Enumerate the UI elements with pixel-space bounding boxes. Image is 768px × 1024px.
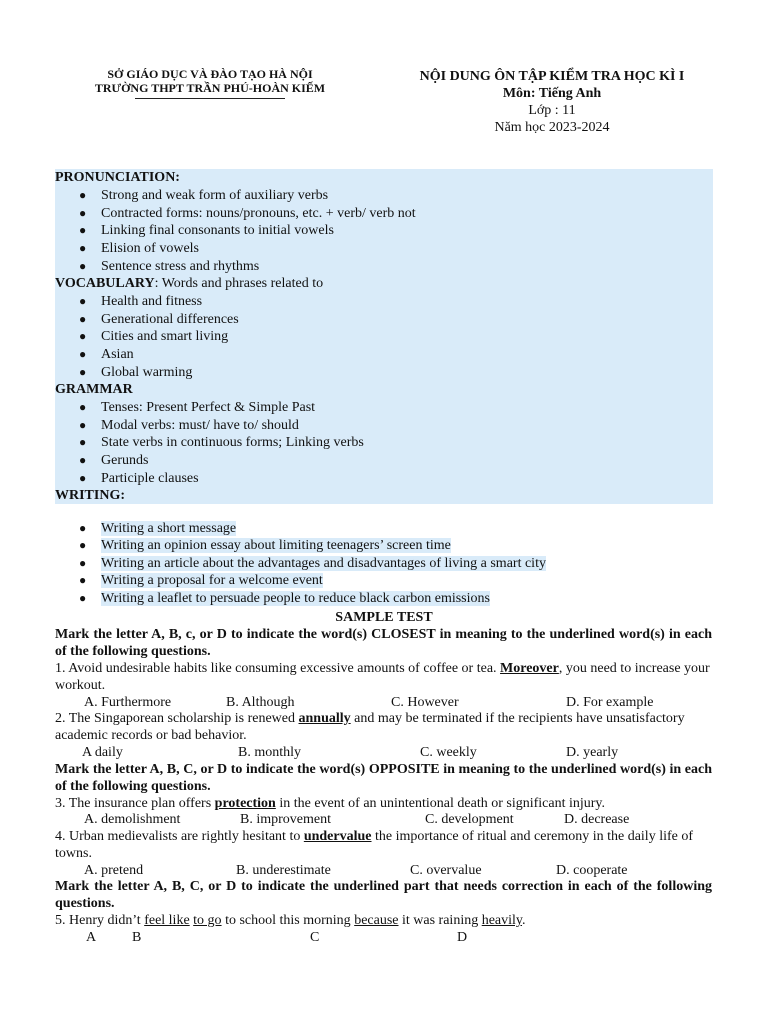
- list-item: ● Tenses: Present Perfect & Simple Past: [79, 400, 316, 415]
- option-b: B. Although: [226, 695, 295, 710]
- list-item: ● Generational differences: [79, 311, 239, 327]
- question-2: 2. The Singaporean scholarship is renewed annually and may be terminated if the recipients have unsatisfactory academic records or bad behavior.: [55, 711, 685, 743]
- vocabulary-list: [55, 293, 239, 381]
- bullet-icon: ●: [79, 205, 87, 220]
- department-name: SỞ GIÁO DỤC VÀ ĐÀO TẠO HÀ NỘI: [107, 67, 313, 81]
- bullet-icon: ●: [79, 311, 87, 326]
- list-item: ● Health and fitness: [79, 294, 203, 309]
- list-item: ● Writing an article about the advantages and disadvantages of living a smart city: [79, 555, 546, 571]
- list-item: ● Cities and smart living: [79, 329, 229, 345]
- school-header: [80, 67, 340, 99]
- bullet-icon: ●: [79, 347, 87, 362]
- letter-d: D: [457, 930, 468, 945]
- exam-header: [392, 68, 712, 136]
- list-item: ● Writing a proposal for a welcome event: [79, 573, 323, 589]
- instruction-correction: Mark the letter A, B, C, or D to indicate the underlined part that needs correction in each of the following questions.: [55, 879, 712, 911]
- option-a: A. pretend: [84, 863, 144, 878]
- question-2-options: [82, 744, 682, 761]
- header-underline: [135, 98, 285, 99]
- bullet-icon: ●: [79, 223, 87, 238]
- bullet-icon: ●: [79, 188, 87, 202]
- bullet-icon: ●: [79, 590, 87, 605]
- option-a: A. Furthermore: [84, 695, 172, 710]
- list-item: ● Writing a leaflet to persuade people to reduce black carbon emissions: [79, 590, 490, 606]
- school-name: TRƯỜNG THPT TRẦN PHÚ-HOÀN KIẾM: [94, 81, 326, 95]
- grammar-list: [55, 399, 364, 487]
- subject-line: Môn: Tiếng Anh: [502, 86, 602, 101]
- option-d: D. cooperate: [556, 863, 628, 878]
- bullet-icon: ●: [79, 538, 87, 553]
- option-c: C. overvalue: [410, 863, 482, 878]
- list-item: ● Participle clauses: [79, 470, 199, 486]
- bullet-icon: ●: [79, 453, 87, 468]
- list-item: ● Linking final consonants to initial vowels: [79, 223, 334, 239]
- option-c: C. However: [391, 695, 459, 710]
- bullet-icon: ●: [79, 573, 87, 588]
- document-title: NỘI DUNG ÔN TẬP KIỂM TRA HỌC KÌ I: [419, 69, 685, 84]
- question-1: 1. Avoid undesirable habits like consuming excessive amounts of coffee or tea. Moreover, you need to increase your workout.: [55, 661, 710, 693]
- list-item: ● Gerunds: [79, 453, 149, 469]
- bullet-icon: ●: [79, 364, 87, 379]
- instruction-closest: Mark the letter A, B, c, or D to indicate the word(s) CLOSEST in meaning to the underlined word(s) in each of the following questions.: [55, 627, 712, 659]
- syllabus-block: [55, 169, 713, 504]
- question-1-options: [84, 694, 684, 711]
- question-4: 4. Urban medievalists are rightly hesitant to undervalue the importance of ritual and ceremony in the daily life of towns.: [55, 829, 694, 861]
- underlined-word: Moreover: [500, 661, 559, 676]
- list-item: ● Asian: [79, 347, 134, 363]
- bullet-icon: ●: [79, 400, 87, 414]
- list-item: ● Global warming: [79, 364, 193, 380]
- list-item: ● Modal verbs: must/ have to/ should: [79, 417, 299, 433]
- grammar-heading: GRAMMAR: [55, 382, 133, 397]
- letter-b: B: [132, 930, 142, 945]
- bullet-icon: ●: [79, 258, 87, 273]
- grade-line: Lớp : 11: [528, 103, 576, 118]
- vocabulary-heading: VOCABULARY: Words and phrases related to: [55, 276, 324, 291]
- bullet-icon: ●: [79, 417, 87, 432]
- bullet-icon: ●: [79, 241, 87, 256]
- list-item: ● Contracted forms: nouns/pronouns, etc. + verb/ verb not: [79, 205, 416, 221]
- option-c: C. weekly: [420, 745, 477, 760]
- school-year-line: Năm học 2023-2024: [494, 120, 610, 135]
- question-5: 5. Henry didn’t feel like to go to school this morning because it was raining heavily.: [55, 913, 526, 928]
- bullet-icon: ●: [79, 521, 87, 535]
- pronunciation-heading: PRONUNCIATION:: [55, 170, 180, 185]
- list-item: ● Strong and weak form of auxiliary verbs: [79, 188, 329, 203]
- bullet-icon: ●: [79, 294, 87, 308]
- question-5-letters: [86, 929, 486, 946]
- list-item: ● Writing a short message: [79, 521, 237, 536]
- bullet-icon: ●: [79, 555, 87, 570]
- list-item: ● Sentence stress and rhythms: [79, 258, 260, 274]
- list-item: ● Elision of vowels: [79, 241, 199, 257]
- option-d: D. For example: [566, 695, 654, 710]
- option-b: B. monthly: [238, 745, 302, 760]
- underlined-word: annually: [298, 711, 351, 726]
- writing-heading: WRITING:: [55, 488, 126, 503]
- option-c: C. development: [425, 812, 514, 827]
- letter-c: C: [310, 930, 320, 945]
- list-item: ● State verbs in continuous forms; Linking verbs: [79, 435, 364, 451]
- list-item: ● Writing an opinion essay about limiting teenagers’ screen time: [79, 538, 451, 554]
- option-d: D. yearly: [566, 745, 619, 760]
- underlined-part-d: heavily: [481, 913, 523, 928]
- writing-list: [55, 520, 546, 607]
- option-b: B. improvement: [240, 812, 331, 827]
- bullet-icon: ●: [79, 329, 87, 344]
- underlined-word: undervalue: [303, 829, 372, 844]
- bullet-icon: ●: [79, 470, 87, 485]
- option-b: B. underestimate: [236, 863, 331, 878]
- question-3-options: [84, 811, 684, 828]
- sample-test-title: SAMPLE TEST: [335, 610, 433, 625]
- option-a: A daily: [82, 745, 123, 760]
- option-a: A. demolishment: [84, 812, 181, 827]
- pronunciation-list: [55, 187, 416, 275]
- question-3: 3. The insurance plan offers protection in the event of an unintentional death or significant injury.: [55, 796, 606, 811]
- underlined-part-c: because: [354, 913, 399, 928]
- question-4-options: [84, 862, 684, 879]
- option-d: D. decrease: [564, 812, 630, 827]
- letter-a: A: [86, 930, 97, 945]
- underlined-word: protection: [214, 796, 276, 811]
- bullet-icon: ●: [79, 435, 87, 450]
- instruction-opposite: Mark the letter A, B, C, or D to indicate the word(s) OPPOSITE in meaning to the underlined word(s) in each of the following questions.: [55, 762, 712, 794]
- underlined-part-b: to go: [193, 913, 222, 928]
- underlined-part-a: feel like: [144, 913, 190, 928]
